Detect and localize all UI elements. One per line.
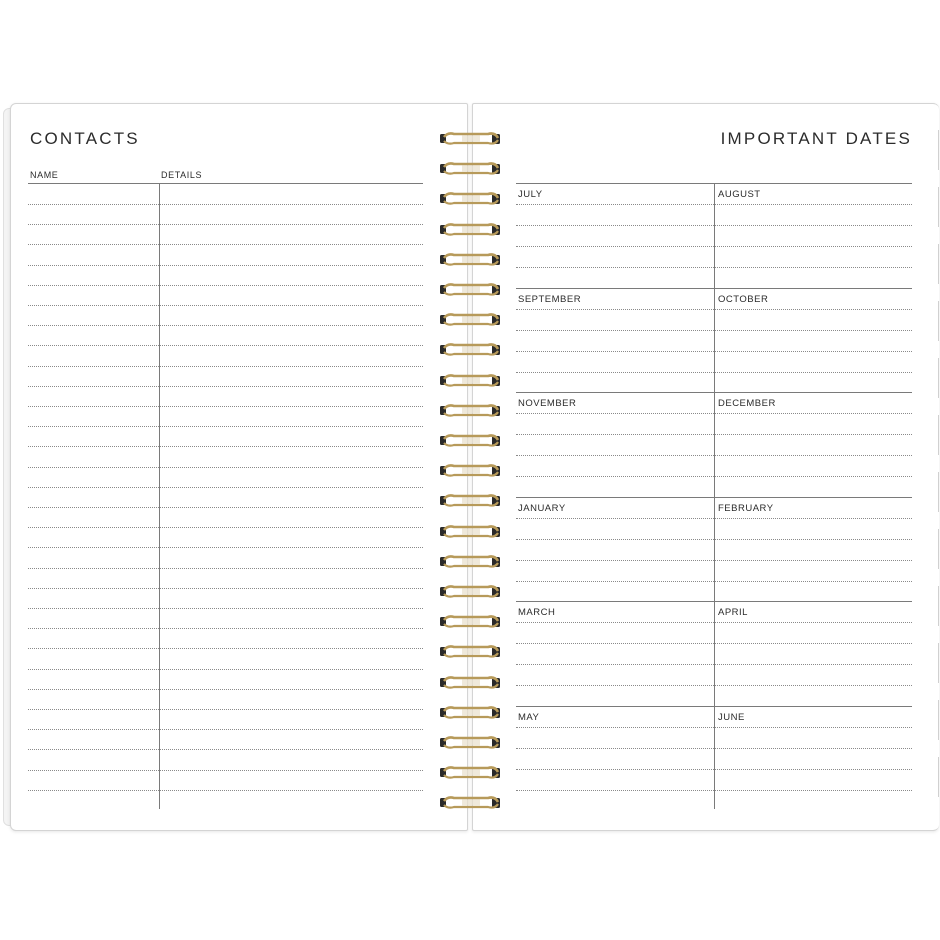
- spiral-ring: [440, 191, 502, 205]
- spiral-ring: [440, 795, 502, 809]
- contact-writing-line: [28, 527, 423, 528]
- contact-writing-line: [28, 689, 423, 690]
- contact-writing-line: [28, 366, 423, 367]
- important-dates-title: IMPORTANT DATES: [720, 129, 912, 148]
- contact-writing-line: [28, 446, 423, 447]
- spiral-ring: [440, 342, 502, 356]
- spiral-ring: [440, 373, 502, 387]
- dates-column-divider: [714, 183, 715, 809]
- contact-writing-line: [28, 770, 423, 771]
- contact-writing-line: [28, 224, 423, 225]
- spiral-ring: [440, 705, 502, 719]
- contact-writing-line: [28, 648, 423, 649]
- name-column-header: NAME: [30, 170, 59, 180]
- contacts-header-rule: [28, 183, 423, 184]
- contact-writing-line: [28, 729, 423, 730]
- month-label: APRIL: [718, 607, 748, 618]
- month-label: DECEMBER: [718, 398, 776, 409]
- contact-writing-line: [28, 305, 423, 306]
- spiral-ring: [440, 493, 502, 507]
- contact-writing-line: [28, 426, 423, 427]
- contact-writing-line: [28, 568, 423, 569]
- contact-writing-line: [28, 588, 423, 589]
- month-label: OCTOBER: [718, 294, 769, 305]
- spiral-ring: [440, 222, 502, 236]
- month-label: MAY: [518, 712, 540, 723]
- spiral-ring: [440, 524, 502, 538]
- spiral-ring: [440, 131, 502, 145]
- spiral-ring: [440, 554, 502, 568]
- contact-writing-line: [28, 345, 423, 346]
- spiral-ring: [440, 735, 502, 749]
- month-label: JUNE: [718, 712, 745, 723]
- contact-writing-line: [28, 386, 423, 387]
- contact-writing-line: [28, 244, 423, 245]
- month-label: FEBRUARY: [718, 503, 774, 514]
- contact-writing-line: [28, 749, 423, 750]
- contact-writing-line: [28, 790, 423, 791]
- spiral-ring: [440, 463, 502, 477]
- contact-writing-line: [28, 204, 423, 205]
- contact-writing-line: [28, 669, 423, 670]
- month-label: AUGUST: [718, 189, 761, 200]
- contact-writing-line: [28, 507, 423, 508]
- contact-writing-line: [28, 467, 423, 468]
- spiral-ring: [440, 614, 502, 628]
- contact-writing-line: [28, 709, 423, 710]
- spiral-ring: [440, 433, 502, 447]
- contacts-column-divider: [159, 183, 160, 809]
- month-label: NOVEMBER: [518, 398, 577, 409]
- contact-writing-line: [28, 487, 423, 488]
- spiral-ring: [440, 765, 502, 779]
- contacts-title: CONTACTS: [30, 129, 140, 148]
- contact-writing-line: [28, 265, 423, 266]
- spiral-ring: [440, 161, 502, 175]
- month-label: SEPTEMBER: [518, 294, 582, 305]
- important-dates-page: [472, 103, 939, 831]
- contact-writing-line: [28, 628, 423, 629]
- spiral-ring: [440, 403, 502, 417]
- spiral-ring: [440, 584, 502, 598]
- month-label: JANUARY: [518, 503, 566, 514]
- contact-writing-line: [28, 547, 423, 548]
- spiral-ring: [440, 675, 502, 689]
- contact-writing-line: [28, 406, 423, 407]
- spiral-ring: [440, 312, 502, 326]
- month-label: JULY: [518, 189, 543, 200]
- contact-writing-line: [28, 608, 423, 609]
- contact-writing-line: [28, 325, 423, 326]
- spiral-ring: [440, 644, 502, 658]
- details-column-header: DETAILS: [161, 170, 203, 180]
- month-label: MARCH: [518, 607, 556, 618]
- spiral-ring: [440, 252, 502, 266]
- contact-writing-line: [28, 285, 423, 286]
- spiral-ring: [440, 282, 502, 296]
